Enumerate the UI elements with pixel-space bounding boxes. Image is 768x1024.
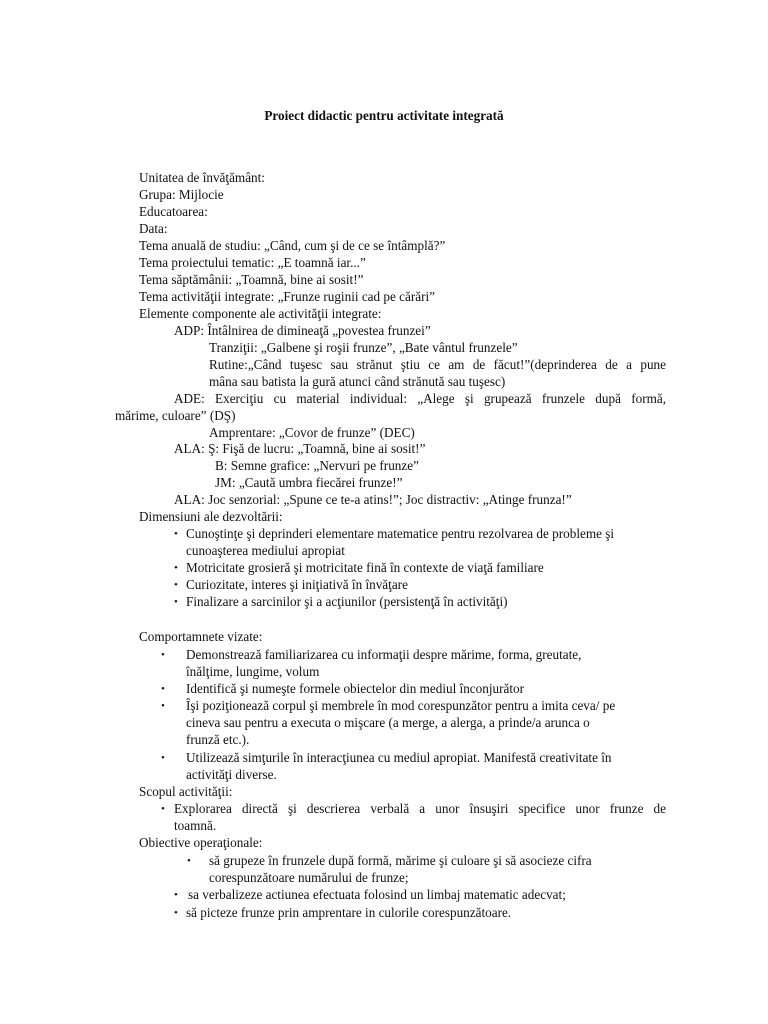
ala-library-line: B: Semne grafice: „Nervuri pe frunze” xyxy=(215,458,419,473)
behaviour-item: Identifică şi numeşte formele obiectelor din mediul înconjurător xyxy=(186,681,525,696)
list-bullet: • xyxy=(174,907,178,919)
ala-games-line: JM: „Caută umbra fiecărei frunze!” xyxy=(215,475,403,490)
routines-line-2: mâna sau batista la gură atunci când strănută sau tuşesc) xyxy=(209,374,506,389)
purpose-line-2: toamnă. xyxy=(174,818,217,833)
ala-science-line: ALA: Ş: Fişă de lucru: „Toamnă, bine ai sosit!” xyxy=(174,441,426,456)
list-bullet: • xyxy=(161,803,165,815)
week-theme-line: Tema săptămânii: „Toamnă, bine ai sosit!” xyxy=(139,272,364,287)
list-bullet: • xyxy=(174,528,178,540)
date-line: Data: xyxy=(139,221,168,236)
development-heading: Dimensiuni ale dezvoltării: xyxy=(139,509,283,524)
development-item-cont: cunoaşterea mediului apropiat xyxy=(186,543,345,558)
objectives-heading: Obiective operaţionale: xyxy=(139,835,263,850)
behaviour-item: Demonstrează familiarizarea cu informaţii despre mărime, forma, greutate, xyxy=(186,647,582,662)
group-line: Grupa: Mijlocie xyxy=(139,187,224,202)
behaviour-item-cont: cineva sau pentru a executa o mişcare (a merge, a alerga, a prinde/a arunca o xyxy=(186,715,590,730)
list-bullet: • xyxy=(174,562,178,574)
project-theme-line: Tema proiectului tematic: „E toamnă iar...” xyxy=(139,255,366,270)
transitions-line: Tranziţii: „Galbene şi roşii frunze”, „Bate vântul frunzele” xyxy=(209,340,518,355)
behaviour-item-cont: frunză etc.). xyxy=(186,732,250,747)
components-heading: Elemente componente ale activităţii integrate: xyxy=(139,306,382,321)
objective-item: să picteze frunze prin amprentare in culorile corespunzătoare. xyxy=(186,905,512,920)
development-item: Motricitate grosieră şi motricitate fină în contexte de viaţă familiare xyxy=(186,560,544,575)
ala-sensory-line: ALA: Joc senzorial: „Spune ce te-a atins!”; Joc distractiv: „Atinge frunza!” xyxy=(174,492,572,507)
activity-theme-line: Tema activităţii integrate: „Frunze ruginii cad pe cărări” xyxy=(139,289,436,304)
purpose-line-1: Explorarea directă şi descrierea verbală a unor însuşiri specifice unor frunze de xyxy=(174,801,666,816)
list-bullet: • xyxy=(161,752,165,764)
unit-line: Unitatea de învăţământ: xyxy=(139,170,265,185)
adp-line: ADP: Întâlnirea de dimineaţă „povestea frunzei” xyxy=(174,323,431,338)
behaviour-item-cont: înălţime, lungime, volum xyxy=(186,664,320,679)
list-bullet: • xyxy=(161,683,165,695)
routines-line-1: Rutine:„Când tuşesc sau strănut ştiu ce am de făcut!”(deprinderea de a pune xyxy=(209,357,666,372)
list-bullet: • xyxy=(161,649,165,661)
ade-line-2: mărime, culoare” (DŞ) xyxy=(115,408,236,423)
objective-item: sa verbalizeze actiunea efectuata folosind un limbaj matematic adecvat; xyxy=(188,887,566,902)
behaviour-item: Îşi poziţionează corpul şi membrele în mod corespunzător pentru a imita ceva/ pe xyxy=(186,698,616,713)
development-item: Curiozitate, interes şi iniţiativă în învăţare xyxy=(186,577,408,592)
list-bullet: • xyxy=(161,700,165,712)
amprentare-line: Amprentare: „Covor de frunze” (DEC) xyxy=(209,425,415,440)
ade-line-1: ADE: Exerciţiu cu material individual: „Alege şi grupează frunzele după formă, xyxy=(174,391,666,406)
list-bullet: • xyxy=(187,855,191,867)
purpose-heading: Scopul activităţii: xyxy=(139,784,233,799)
development-item: Finalizare a sarcinilor şi a acţiunilor (persistenţă în activităţi) xyxy=(186,594,508,609)
annual-theme-line: Tema anuală de studiu: „Când, cum şi de ce se întâmplă?” xyxy=(139,238,446,253)
teacher-line: Educatoarea: xyxy=(139,204,208,219)
list-bullet: • xyxy=(174,596,178,608)
behaviour-item-cont: activităţi diverse. xyxy=(186,767,277,782)
development-item: Cunoştinţe şi deprinderi elementare matematice pentru rezolvarea de probleme şi xyxy=(186,526,615,541)
document-title: Proiect didactic pentru activitate integrată xyxy=(264,108,504,123)
objective-item-cont: corespunzătoare numărului de frunze; xyxy=(209,870,409,885)
behaviours-heading: Comportamnete vizate: xyxy=(139,629,263,644)
objective-item: să grupeze în frunzele după formă, mărime şi culoare şi să asocieze cifra xyxy=(209,853,592,868)
behaviour-item: Utilizează simţurile în interacţiunea cu mediul apropiat. Manifestă creativitate în xyxy=(186,750,612,765)
list-bullet: • xyxy=(174,889,178,901)
list-bullet: • xyxy=(174,579,178,591)
